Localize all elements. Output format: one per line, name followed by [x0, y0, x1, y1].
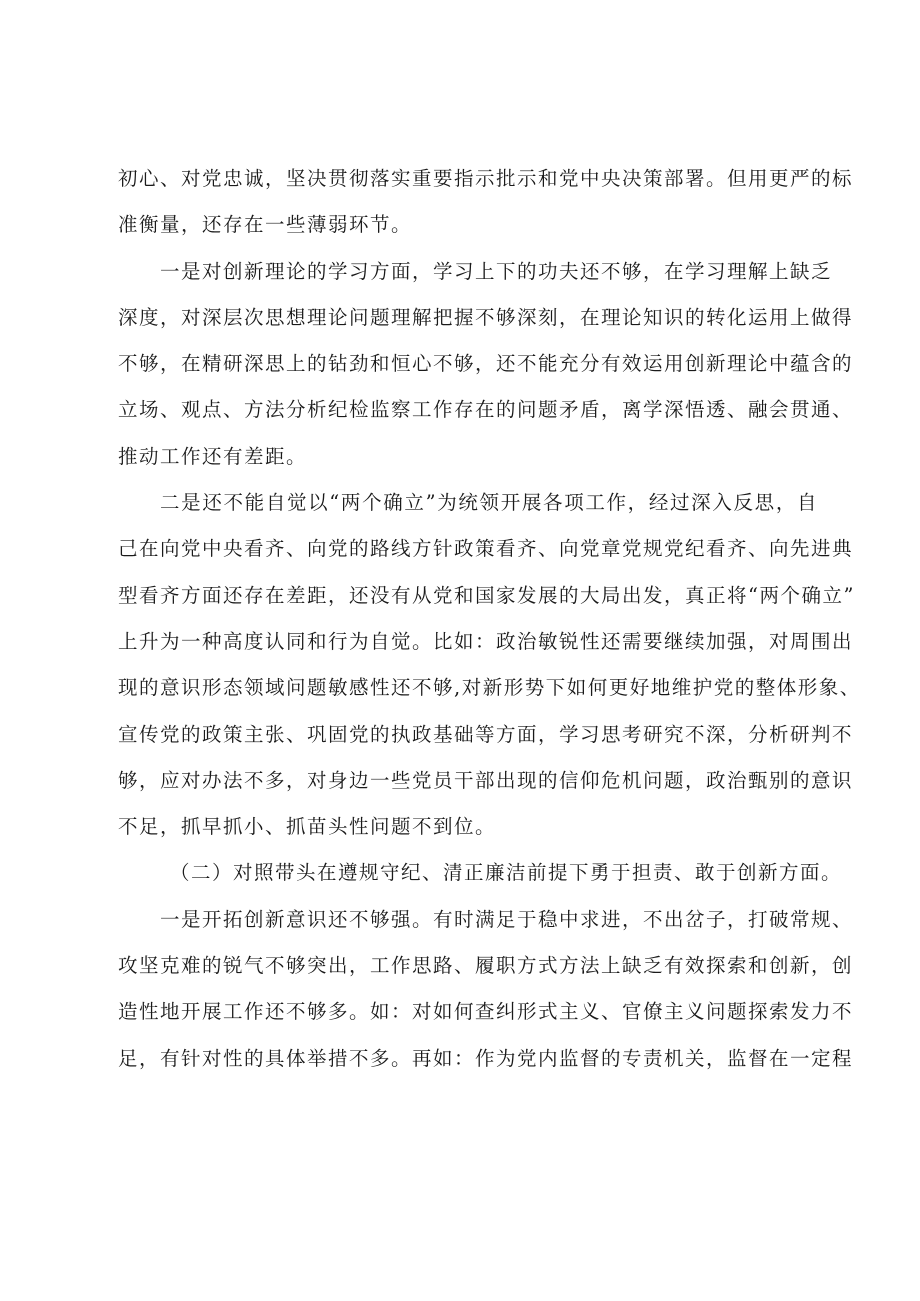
text-line: 现的意识形态领域问题敏感性还不够,对新形势下如何更好地维护党的整体形象、: [118, 676, 861, 700]
paragraph: [118, 897, 854, 1082]
text-line: 初心、对党忠诚，坚决贯彻落实重要指示批示和党中央决策部署。但用更严的标: [118, 167, 854, 190]
paragraph: [118, 249, 854, 480]
paragraph: [118, 480, 861, 850]
text-line: 攻坚克难的锐气不够突出，工作思路、履职方式方法上缺乏有效探索和创新，创: [118, 954, 854, 978]
text-line: 二是还不能自觉以“两个确立”为统领开展各项工作，经过深入反思，自: [160, 491, 818, 515]
text-line: 不够，在精研深思上的钻劲和恒心不够，还不能充分有效运用创新理论中蕴含的: [118, 352, 854, 376]
text-line: 足，有针对性的具体举措不多。再如：作为党内监督的专责机关，监督在一定程: [118, 1046, 854, 1070]
document-body: [118, 156, 861, 1082]
text-line: 己在向党中央看齐、向党的路线方针政策看齐、向党章党规党纪看齐、向先进典: [118, 537, 854, 561]
text-line: 宣传党的政策主张、巩固党的执政基础等方面，学习思考研究不深，分析研判不: [118, 722, 854, 746]
text-line: 立场、观点、方法分析纪检监察工作存在的问题矛盾，离学深悟透、融会贯通、: [118, 398, 854, 422]
text-line: 一是开拓创新意识还不够强。有时满足于稳中求进，不出岔子，打破常规、: [160, 907, 854, 931]
text-line: 准衡量，还存在一些薄弱环节。: [118, 213, 413, 237]
text-line: 够，应对办法不多，对身边一些党员干部出现的信仰危机问题，政治甄别的意识: [118, 768, 854, 792]
section-heading: [118, 850, 843, 896]
text-line: （二）对照带头在遵规守纪、清正廉洁前提下勇于担责、敢于创新方面。: [170, 861, 843, 885]
text-line: 推动工作还有差距。: [118, 444, 308, 468]
text-line: 不足，抓早抓小、抓苗头性问题不到位。: [118, 815, 497, 839]
text-line: 一是对创新理论的学习方面，学习上下的功夫还不够，在学习理解上缺乏: [160, 259, 833, 283]
text-line: 型看齐方面还存在差距，还没有从党和国家发展的大局出发，真正将“两个确立”: [118, 583, 855, 607]
text-line: 造性地开展工作还不够多。如：对如何查纠形式主义、官僚主义问题探索发力不: [118, 1000, 854, 1024]
text-line: 上升为一种高度认同和行为自觉。比如：政治敏锐性还需要继续加强，对周围出: [118, 629, 854, 653]
paragraph: [118, 156, 854, 249]
text-line: 深度，对深层次思想理论问题理解把握不够深刻，在理论知识的转化运用上做得: [118, 305, 854, 329]
